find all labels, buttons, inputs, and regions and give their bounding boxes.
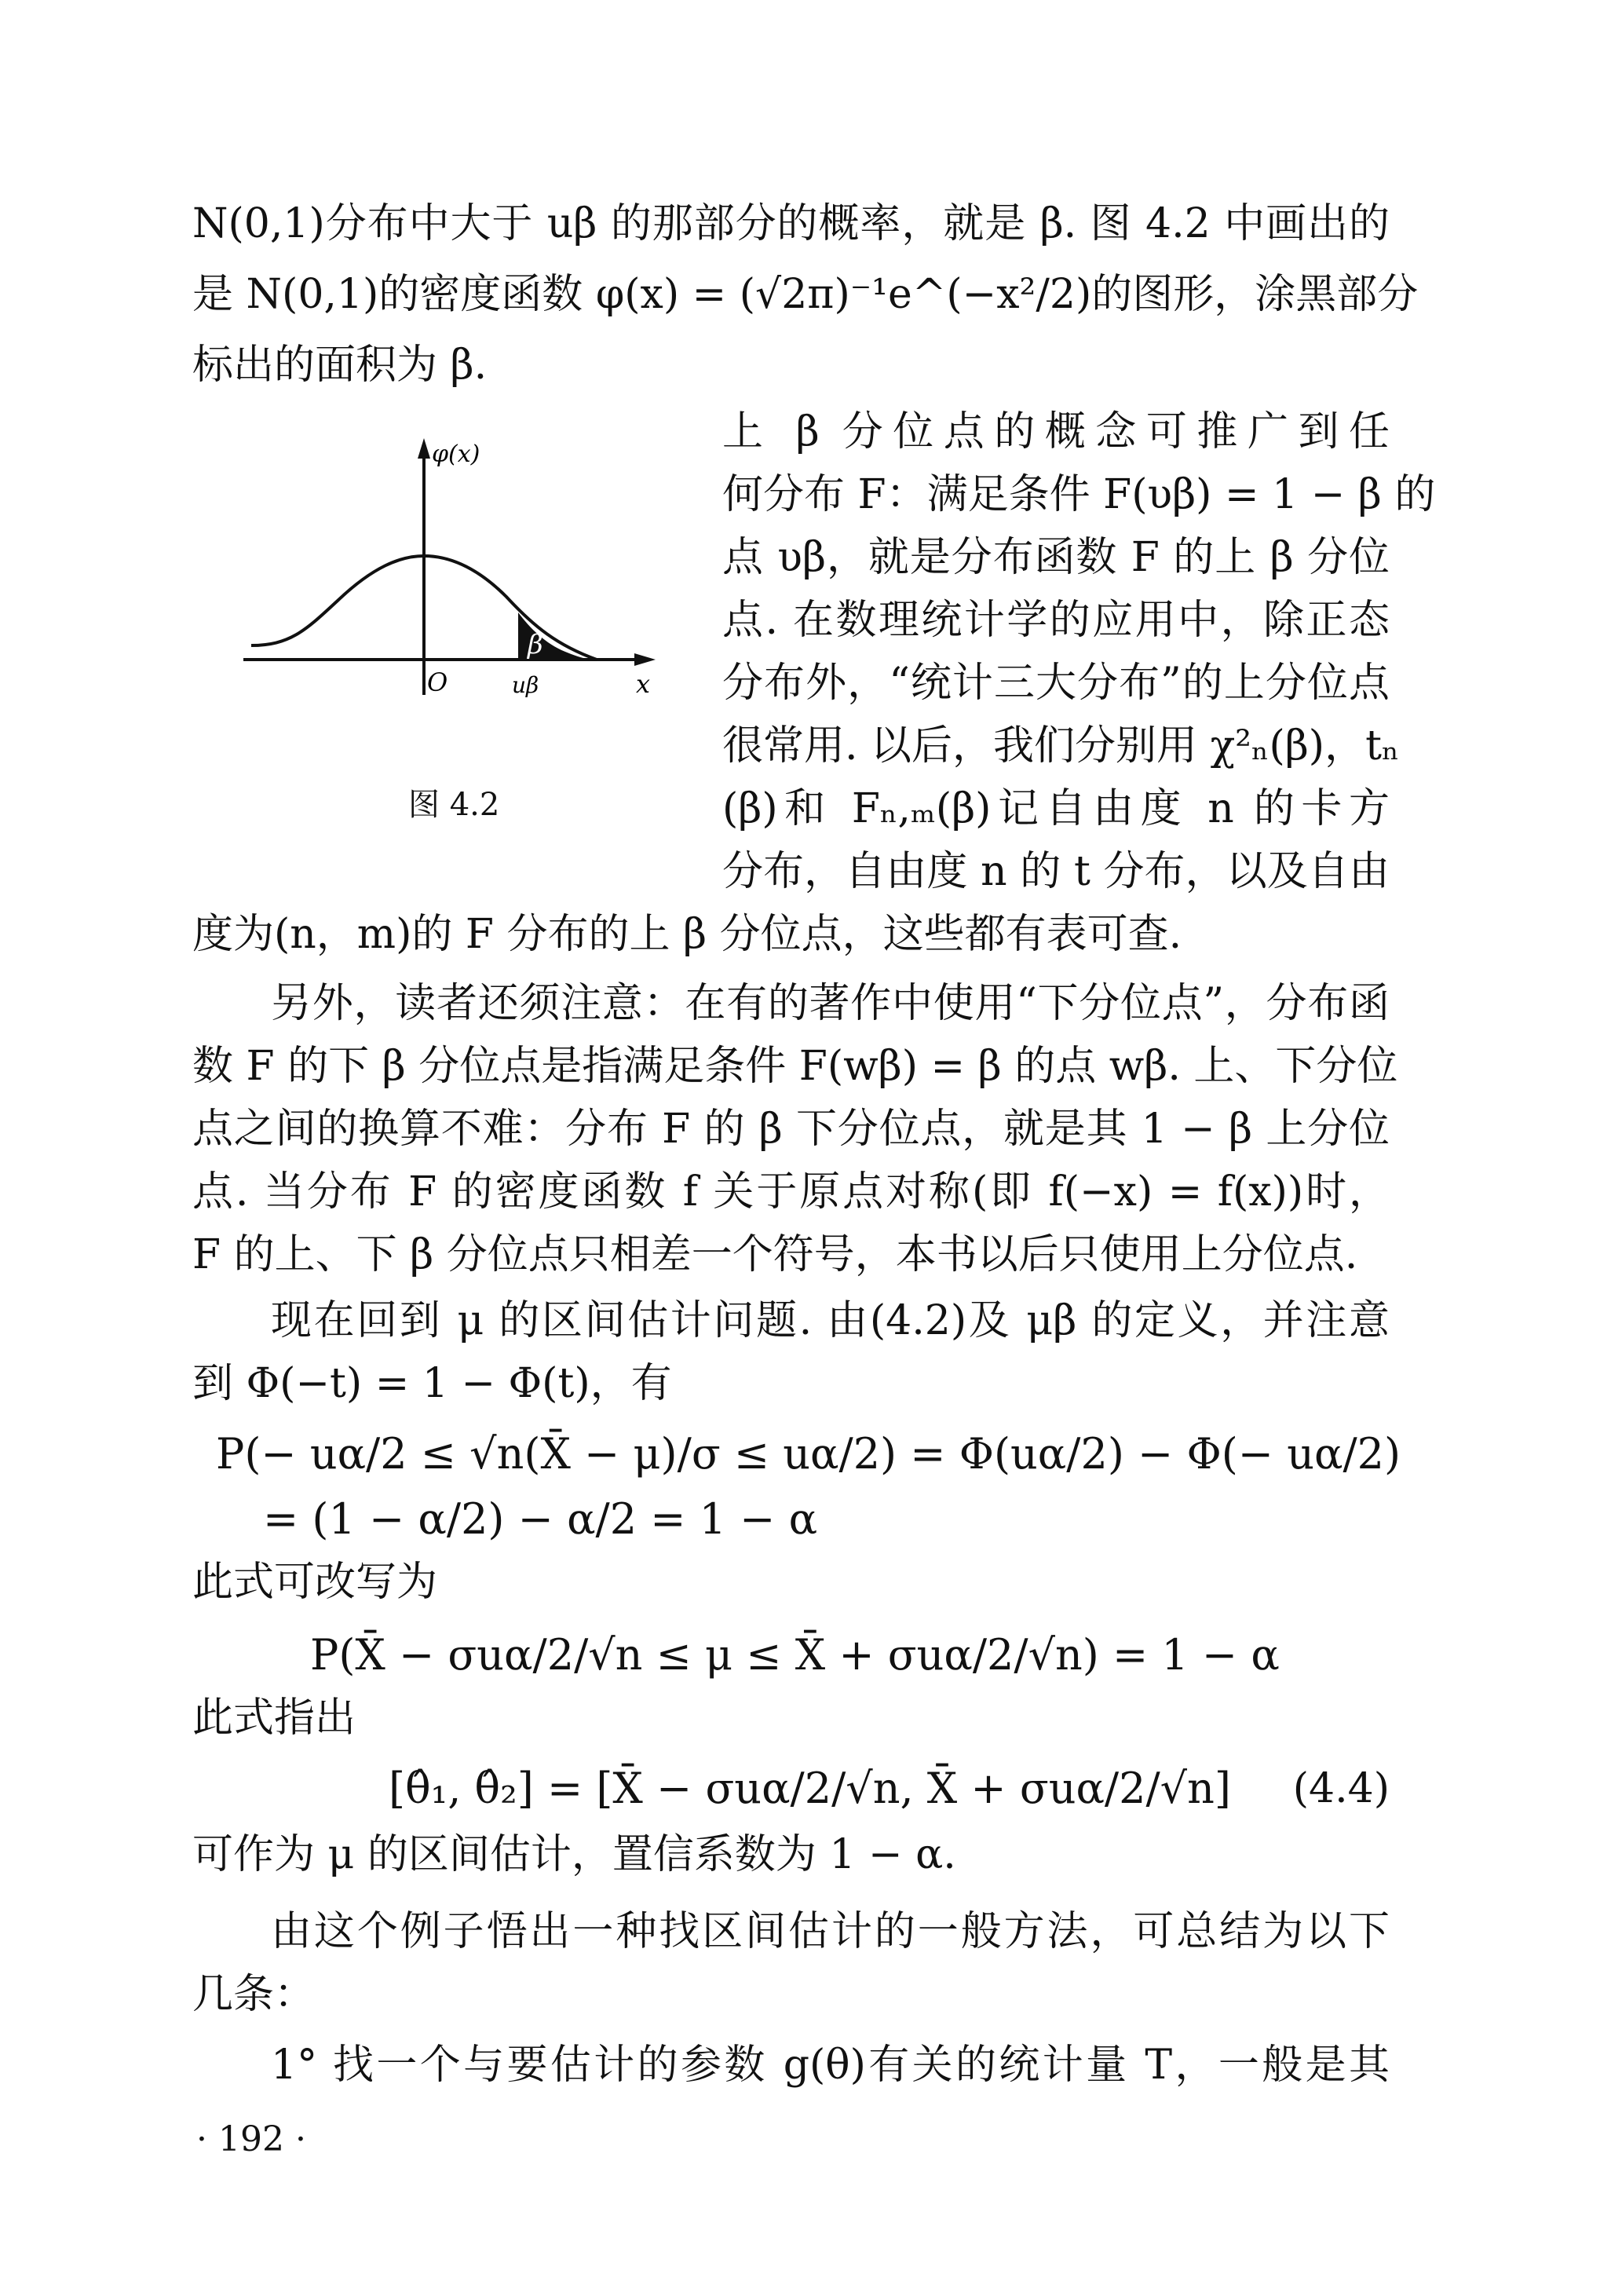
body-line: 到 Φ(−t) = 1 − Φ(t)，有 [192, 1360, 672, 1407]
body-line: 很常用. 以后，我们分别用 χ²ₙ(β)，tₙ [722, 722, 1400, 770]
body-line: 何分布 F：满足条件 F(υβ) = 1 − β 的 [722, 471, 1436, 518]
body-line: 此式指出 [192, 1695, 356, 1742]
body-line: 可作为 μ 的区间估计，置信系数为 1 − α. [192, 1831, 956, 1878]
equation-number: (4.4) [1292, 1765, 1390, 1812]
x-axis-label: x [636, 669, 651, 699]
page-number: · 192 · [196, 2119, 306, 2159]
body-line: N(0,1)分布中大于 uβ 的那部分的概率，就是 β. 图 4.2 中画出的 [192, 200, 1390, 247]
body-line: 由这个例子悟出一种找区间估计的一般方法，可总结为以下 [271, 1908, 1390, 1955]
body-line: F 的上、下 β 分位点只相差一个符号，本书以后只使用上分位点. [192, 1231, 1358, 1278]
body-line: 分布，自由度 n 的 t 分布，以及自由 [722, 848, 1390, 895]
beta-area-label: β [528, 629, 543, 660]
x-axis-arrow [634, 653, 656, 666]
equation-1a: P(− uα/2 ≤ √n(X̄ − μ)/σ ≤ uα/2) = Φ(uα/2) − Φ(− uα/2) [216, 1429, 1401, 1479]
figure-caption: 图 4.2 [408, 787, 500, 823]
equation-1b: = (1 − α/2) − α/2 = 1 − α [263, 1494, 818, 1544]
body-line: 数 F 的下 β 分位点是指满足条件 F(wβ) = β 的点 wβ. 上、下分位 [192, 1043, 1398, 1090]
equation-2: P(X̄ − σuα/2/√n ≤ μ ≤ X̄ + σuα/2/√n) = 1 − α [310, 1630, 1280, 1680]
body-line: 标出的面积为 β. [192, 342, 488, 389]
body-line: 是 N(0,1)的密度函数 φ(x) = (√2π)⁻¹e^(−x²/2)的图形，涂黑部分 [192, 271, 1419, 318]
body-line: 度为(n，m)的 F 分布的上 β 分位点，这些都有表可查. [192, 911, 1182, 958]
body-line: 此式可改写为 [192, 1559, 438, 1606]
body-line: 点 υβ，就是分布函数 F 的上 β 分位 [722, 534, 1390, 581]
body-line: 分布外，“统计三大分布”的上分位点 [722, 660, 1390, 707]
body-line: 1° 找一个与要估计的参数 g(θ)有关的统计量 T，一般是其 [271, 2042, 1390, 2089]
body-line: (β)和 Fₙ,ₘ(β)记自由度 n 的卡方 [722, 785, 1390, 832]
body-line: 点. 在数理统计学的应用中，除正态 [722, 597, 1390, 644]
equation-3: [θ̂₁, θ̂₂] = [X̄ − σuα/2/√n, X̄ + σuα/2/√n] [389, 1764, 1231, 1813]
body-line: 现在回到 μ 的区间估计问题. 由(4.2)及 μβ 的定义，并注意 [271, 1297, 1390, 1344]
body-line: 点. 当分布 F 的密度函数 f 关于原点对称(即 f(−x) = f(x))时， [192, 1168, 1390, 1216]
y-axis-arrow [418, 438, 430, 459]
body-line: 点之间的换算不难：分布 F 的 β 下分位点，就是其 1 − β 上分位 [192, 1106, 1390, 1153]
normal-density-figure [236, 424, 675, 722]
origin-label: O [427, 667, 448, 697]
body-line: 上 β 分位点的概念可推广到任 [722, 408, 1390, 455]
u-beta-label: uβ [512, 672, 539, 698]
body-line: 另外，读者还须注意：在有的著作中使用“下分位点”，分布函 [271, 980, 1390, 1027]
body-line: 几条： [192, 1971, 316, 2018]
y-axis-label: φ(x) [432, 441, 480, 468]
